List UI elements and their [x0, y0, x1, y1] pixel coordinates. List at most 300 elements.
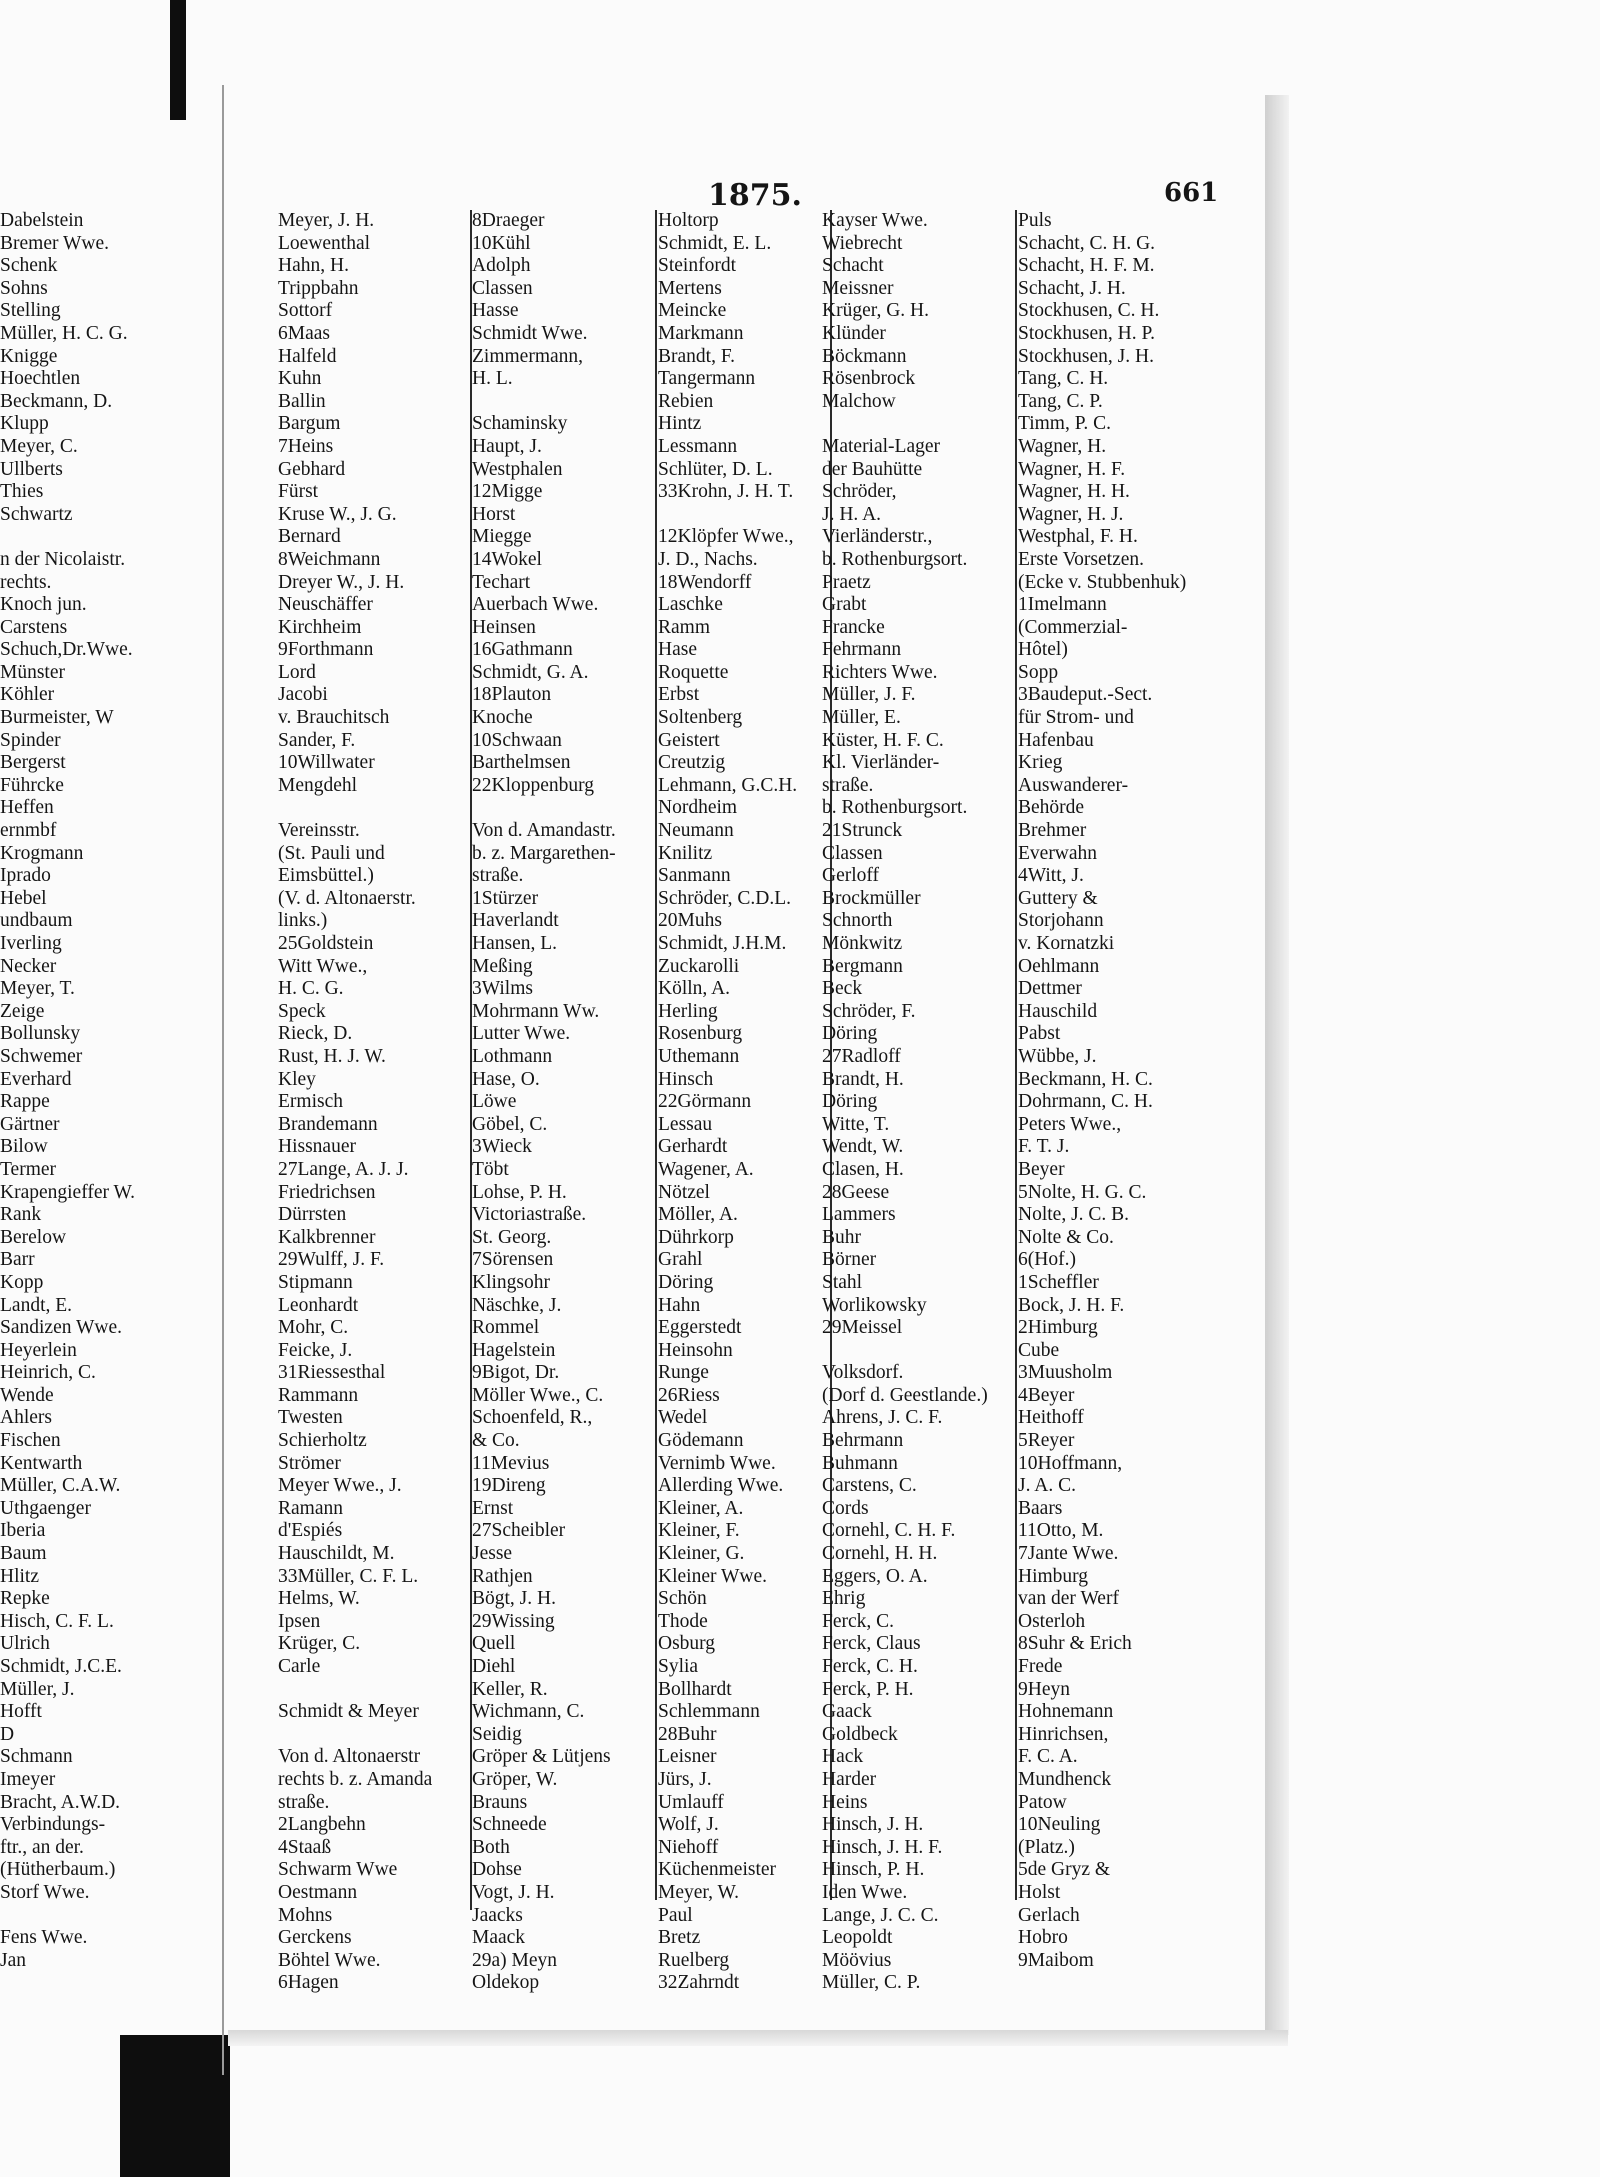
- directory-entry: Döring: [822, 1023, 878, 1045]
- directory-entry: 12Migge: [472, 481, 543, 503]
- directory-entry: 27Radloff: [822, 1045, 901, 1067]
- directory-entry: Hintz: [658, 413, 702, 435]
- directory-entry: Miegge: [472, 526, 532, 548]
- directory-entry: Cords: [822, 1497, 869, 1519]
- directory-entry: Wagener, A.: [658, 1158, 754, 1180]
- directory-entry: Carstens, C.: [822, 1475, 917, 1497]
- directory-entry: Hauschild: [1018, 1000, 1098, 1022]
- directory-entry: Osterloh: [1018, 1610, 1086, 1632]
- directory-entry: Lohse, P. H.: [472, 1181, 567, 1203]
- directory-entry: Lessau: [658, 1113, 713, 1135]
- directory-entry: Lange, J. C. C.: [822, 1904, 939, 1926]
- directory-entry: van der Werf: [1018, 1588, 1119, 1610]
- directory-entry: Ulrich: [0, 1633, 50, 1655]
- directory-entry: v. Brauchitsch: [278, 707, 390, 729]
- directory-entry: 14Wokel: [472, 548, 542, 570]
- directory-entry: Peters Wwe.,: [1018, 1113, 1122, 1135]
- directory-entry: Fehrmann: [822, 639, 902, 661]
- directory-entry: Dabelstein: [0, 210, 84, 231]
- directory-entry: Eggerstedt: [658, 1317, 742, 1339]
- directory-entry: Stockhusen, H. P.: [1018, 322, 1156, 344]
- directory-column-4: [822, 210, 1017, 1995]
- directory-entry: Bernard: [278, 526, 341, 548]
- directory-entry: Heinrich, C.: [0, 1362, 96, 1384]
- directory-entry: Brehmer: [1018, 820, 1087, 842]
- directory-entry: Meyer, J. H.: [278, 210, 375, 231]
- directory-entry: Knoche: [472, 707, 533, 729]
- directory-entry: Creutzig: [658, 752, 726, 774]
- directory-entry: Kleiner Wwe.: [658, 1565, 768, 1587]
- directory-entry: Knilitz: [658, 842, 713, 864]
- directory-entry: rechts.: [0, 571, 52, 593]
- directory-entry: Patow: [1018, 1791, 1067, 1813]
- directory-entry: Auswanderer-: [1018, 774, 1129, 796]
- directory-entry: Seidig: [472, 1723, 522, 1745]
- directory-entry: Schröder, F.: [822, 1000, 916, 1022]
- page-number: 661: [1164, 178, 1219, 208]
- directory-entry: Kleiner, F.: [658, 1520, 740, 1542]
- directory-entry: 10Schwaan: [472, 729, 562, 751]
- directory-entry: Niehoff: [658, 1836, 719, 1858]
- directory-column-left-page: [0, 210, 215, 1972]
- directory-entry: Dürrsten: [278, 1204, 347, 1226]
- directory-entry: Harder: [822, 1768, 877, 1790]
- directory-entry: Allerding Wwe.: [658, 1475, 784, 1497]
- directory-entry: Ullberts: [0, 458, 63, 480]
- directory-entry: Brandemann: [278, 1113, 378, 1135]
- directory-entry: Müller, H. C. G.: [0, 322, 128, 344]
- directory-entry: v. Kornatzki: [1018, 933, 1115, 954]
- directory-entry: Everhard: [0, 1068, 72, 1090]
- directory-entry: Goldbeck: [822, 1723, 898, 1745]
- directory-entry: 32Zahrndt: [658, 1972, 740, 1994]
- directory-entry: Geistert: [658, 729, 720, 751]
- directory-entry: Krogmann: [0, 842, 84, 864]
- directory-entry: Müller, C.A.W.: [0, 1475, 121, 1497]
- directory-entry: Nolte, J. C. B.: [1018, 1204, 1130, 1226]
- directory-entry: Rank: [0, 1204, 42, 1226]
- directory-entry: Iprado: [0, 865, 51, 887]
- directory-entry: Verbindungs-: [0, 1814, 106, 1836]
- directory-entry: Holtorp: [658, 210, 719, 231]
- directory-entry: Löwe: [472, 1091, 517, 1113]
- directory-entry: Beckmann, H. C.: [1018, 1068, 1153, 1090]
- directory-entry: 29a) Meyn: [472, 1949, 558, 1971]
- directory-entry: Bretz: [658, 1927, 701, 1949]
- directory-entry: 5de Gryz &: [1018, 1859, 1111, 1881]
- directory-entry: Neumann: [658, 820, 734, 842]
- directory-entry: straße.: [472, 865, 524, 887]
- directory-entry: Hinsch, P. H.: [822, 1859, 925, 1881]
- directory-entry: Diehl: [472, 1656, 516, 1677]
- directory-entry: Rebien: [658, 390, 714, 412]
- directory-entry: Lessmann: [658, 435, 738, 457]
- directory-entry: (Dorf d. Geestlande.): [822, 1384, 988, 1406]
- directory-entry: Clasen, H.: [822, 1158, 904, 1180]
- directory-entry: Thode: [658, 1610, 708, 1632]
- directory-entry: H. C. G.: [278, 978, 344, 1000]
- directory-entry: Schuch,Dr.Wwe.: [0, 639, 133, 661]
- directory-entry: Hebel: [0, 887, 47, 909]
- directory-entry: 6(Hof.): [1018, 1249, 1076, 1271]
- directory-entry: Storf Wwe.: [0, 1881, 90, 1903]
- directory-entry: Rappe: [0, 1091, 50, 1113]
- directory-entry: Necker: [0, 955, 57, 977]
- directory-entry: Fürst: [278, 481, 319, 503]
- directory-entry: (Platz.): [1018, 1836, 1075, 1858]
- directory-entry: Vierländerstr.,: [822, 526, 933, 548]
- directory-entry: Köhler: [0, 684, 55, 706]
- directory-entry: Müller, J.: [0, 1678, 75, 1700]
- page-year: 1875.: [708, 178, 802, 213]
- directory-entry: Heinsen: [472, 616, 536, 638]
- directory-entry: Bremer Wwe.: [0, 232, 110, 254]
- directory-entry: Steinfordt: [658, 255, 736, 277]
- directory-entry: Gerlach: [1018, 1904, 1080, 1926]
- directory-entry: Schacht, C. H. G.: [1018, 232, 1156, 254]
- directory-entry: Schmann: [0, 1746, 73, 1768]
- directory-entry: Keller, R.: [472, 1678, 548, 1700]
- directory-entry: der Bauhütte: [822, 458, 923, 480]
- directory-entry: Göbel, C.: [472, 1113, 548, 1135]
- directory-entry: b. Rothenburgsort.: [822, 797, 968, 819]
- directory-entry: Ferck, C.: [822, 1610, 895, 1632]
- directory-entry: Kölln, A.: [658, 978, 731, 1000]
- directory-entry: Worlikowsky: [822, 1294, 927, 1316]
- directory-entry: Küchenmeister: [658, 1859, 777, 1881]
- directory-entry: Wendt, W.: [822, 1136, 904, 1158]
- directory-entry: [0, 1905, 215, 1928]
- directory-entry: d'Espiés: [278, 1520, 343, 1542]
- directory-entry: [0, 526, 215, 549]
- directory-entry: Dreyer W., J. H.: [278, 571, 405, 593]
- directory-entry: Sottorf: [278, 300, 333, 322]
- directory-entry: [822, 413, 1017, 436]
- directory-entry: Mohr, C.: [278, 1317, 349, 1339]
- directory-entry: Cornehl, H. H.: [822, 1543, 938, 1565]
- directory-entry: Schacht: [822, 255, 884, 277]
- directory-entry: Münster: [0, 661, 65, 683]
- directory-entry: Horst: [472, 503, 516, 525]
- directory-entry: Töbt: [472, 1158, 509, 1180]
- page-edge-bottom: [228, 2030, 1288, 2046]
- directory-entry: Lehmann, G.C.H.: [658, 774, 798, 796]
- directory-entry: 12Klöpfer Wwe.,: [658, 526, 794, 548]
- directory-entry: 33Krohn, J. H. T.: [658, 481, 794, 503]
- directory-entry: Ermisch: [278, 1091, 343, 1113]
- directory-entry: 25Goldstein: [278, 933, 374, 954]
- directory-entry: 19Direng: [472, 1475, 546, 1497]
- directory-entry: b. Rothenburgsort.: [822, 548, 968, 570]
- directory-entry: [278, 1679, 468, 1702]
- directory-entry: Heffen: [0, 797, 54, 819]
- directory-entry: Mönkwitz: [822, 933, 903, 954]
- directory-entry: F. C. A.: [1018, 1746, 1078, 1768]
- directory-entry: Bollhardt: [658, 1678, 732, 1700]
- directory-entry: Haverlandt: [472, 910, 559, 932]
- directory-entry: Helms, W.: [278, 1588, 360, 1610]
- directory-entry: Hinsch, J. H.: [822, 1814, 924, 1836]
- directory-entry: 29Meissel: [822, 1317, 903, 1339]
- directory-entry: Witt Wwe.,: [278, 955, 368, 977]
- directory-entry: Soltenberg: [658, 707, 743, 729]
- directory-entry: 1Imelmann: [1018, 594, 1107, 616]
- directory-entry: Grahl: [658, 1249, 703, 1271]
- directory-entry: 1Scheffler: [1018, 1271, 1099, 1293]
- directory-entry: Mohrmann Ww.: [472, 1000, 600, 1022]
- directory-entry: Dührkorp: [658, 1226, 734, 1248]
- directory-entry: Dohrmann, C. H.: [1018, 1091, 1153, 1113]
- directory-entry: Bracht, A.W.D.: [0, 1791, 121, 1813]
- directory-entry: Buhr: [822, 1226, 861, 1248]
- directory-entry: straße.: [822, 774, 874, 796]
- directory-entry: Fischen: [0, 1430, 61, 1452]
- directory-entry: Krapengieffer W.: [0, 1181, 136, 1203]
- page-edge-right: [1265, 95, 1289, 2035]
- directory-entry: Jesse: [472, 1543, 513, 1565]
- directory-entry: Brandt, H.: [822, 1068, 904, 1090]
- directory-entry: Friedrichsen: [278, 1181, 376, 1203]
- directory-entry: Schoenfeld, R.,: [472, 1407, 593, 1429]
- directory-entry: Schmidt & Meyer: [278, 1701, 419, 1723]
- directory-entry: 9Bigot, Dr.: [472, 1362, 560, 1384]
- directory-entry: 3Wilms: [472, 978, 533, 1000]
- directory-entry: 18Wendorff: [658, 571, 752, 593]
- directory-entry: Jan: [0, 1949, 26, 1971]
- directory-entry: 31Riessesthal: [278, 1362, 386, 1384]
- directory-entry: Leisner: [658, 1746, 717, 1768]
- directory-entry: Möövius: [822, 1949, 892, 1971]
- directory-entry: Hôtel): [1018, 639, 1068, 661]
- directory-entry: Malchow: [822, 390, 896, 412]
- directory-entry: Stockhusen, J. H.: [1018, 345, 1154, 367]
- directory-entry: Vereinsstr.: [278, 820, 360, 842]
- directory-column-5: [1018, 210, 1203, 1972]
- directory-entry: Hasse: [472, 300, 519, 322]
- directory-entry: Holst: [1018, 1881, 1061, 1903]
- directory-entry: Gerckens: [278, 1927, 352, 1949]
- directory-entry: Frede: [1018, 1656, 1063, 1677]
- directory-entry: Meyer Wwe., J.: [278, 1475, 402, 1497]
- directory-entry: Kleiner, G.: [658, 1543, 745, 1565]
- directory-entry: Spinder: [0, 729, 61, 751]
- directory-entry: 5Reyer: [1018, 1430, 1075, 1452]
- directory-entry: Roquette: [658, 661, 729, 683]
- directory-entry: 8Suhr & Erich: [1018, 1633, 1132, 1655]
- directory-entry: Quell: [472, 1633, 516, 1655]
- directory-entry: Klupp: [0, 413, 49, 435]
- directory-entry: Neuschäffer: [278, 594, 373, 616]
- directory-entry: 28Geese: [822, 1181, 890, 1203]
- directory-entry: Schwemer: [0, 1045, 83, 1067]
- directory-entry: Bergmann: [822, 955, 903, 977]
- directory-entry: Hahn, H.: [278, 255, 349, 277]
- directory-entry: Schaminsky: [472, 413, 568, 435]
- directory-entry: Brandt, F.: [658, 345, 735, 367]
- directory-entry: F. T. J.: [1018, 1136, 1070, 1158]
- directory-entry: Hahn: [658, 1294, 701, 1316]
- directory-entry: Rosenburg: [658, 1023, 743, 1045]
- directory-entry: 20Muhs: [658, 910, 722, 932]
- directory-entry: Mertens: [658, 277, 722, 299]
- directory-entry: D: [0, 1723, 15, 1745]
- directory-entry: Erste Vorsetzen.: [1018, 548, 1144, 570]
- directory-entry: Krüger, G. H.: [822, 300, 929, 322]
- directory-entry: Schacht, J. H.: [1018, 277, 1126, 299]
- directory-entry: Kirchheim: [278, 616, 362, 638]
- directory-entry: Knoch jun.: [0, 594, 87, 616]
- directory-entry: Mengdehl: [278, 774, 358, 796]
- directory-entry: Classen: [472, 277, 533, 299]
- directory-entry: 27Scheibler: [472, 1520, 566, 1542]
- directory-entry: Puls: [1018, 210, 1052, 231]
- directory-entry: 3Baudeput.-Sect.: [1018, 684, 1153, 706]
- directory-entry: & Co.: [472, 1430, 520, 1452]
- directory-entry: Hase: [658, 639, 697, 661]
- directory-entry: Lutter Wwe.: [472, 1023, 571, 1045]
- directory-entry: Kopp: [0, 1271, 44, 1293]
- directory-entry: undbaum: [0, 910, 73, 932]
- directory-entry: Buhmann: [822, 1452, 898, 1474]
- directory-entry: St. Georg.: [472, 1226, 552, 1248]
- directory-entry: Zeige: [0, 1000, 45, 1022]
- directory-entry: (St. Pauli und: [278, 842, 385, 864]
- directory-entry: Strömer: [278, 1452, 341, 1474]
- directory-entry: Schwartz: [0, 503, 73, 525]
- directory-entry: 27Lange, A. J. J.: [278, 1158, 409, 1180]
- directory-column-3: [658, 210, 826, 1995]
- directory-entry: b. z. Margarethen-: [472, 842, 616, 864]
- directory-entry: Klingsohr: [472, 1271, 550, 1293]
- directory-entry: Praetz: [822, 571, 871, 593]
- directory-entry: 10Neuling: [1018, 1814, 1101, 1836]
- directory-entry: Fens Wwe.: [0, 1927, 88, 1949]
- directory-entry: Oestmann: [278, 1881, 358, 1903]
- directory-entry: Kalkbrenner: [278, 1226, 376, 1248]
- directory-entry: Landt, E.: [0, 1294, 73, 1316]
- directory-entry: Beck: [822, 978, 863, 1000]
- directory-entry: Schmidt, J.H.M.: [658, 933, 787, 954]
- directory-entry: Wiebrecht: [822, 232, 903, 254]
- directory-entry: Storjohann: [1018, 910, 1104, 932]
- directory-entry: [822, 1340, 1017, 1363]
- directory-entry: Zuckarolli: [658, 955, 740, 977]
- directory-entry: Runge: [658, 1362, 709, 1384]
- directory-entry: Twesten: [278, 1407, 343, 1429]
- directory-entry: Stipmann: [278, 1271, 353, 1293]
- directory-entry: Ruelberg: [658, 1949, 730, 1971]
- directory-entry: Schlüter, D. L.: [658, 458, 773, 480]
- directory-entry: Hagelstein: [472, 1339, 556, 1361]
- directory-entry: Heins: [822, 1791, 868, 1813]
- directory-entry: Lammers: [822, 1204, 896, 1226]
- directory-entry: Gaack: [822, 1701, 872, 1723]
- directory-entry: Loewenthal: [278, 232, 371, 254]
- directory-entry: Näschke, J.: [472, 1294, 562, 1316]
- directory-entry: 9Maibom: [1018, 1949, 1094, 1971]
- directory-entry: Pabst: [1018, 1023, 1061, 1045]
- directory-entry: Hinrichsen,: [1018, 1723, 1109, 1745]
- directory-entry: Kleiner, A.: [658, 1497, 744, 1519]
- directory-entry: 6Hagen: [278, 1972, 339, 1994]
- directory-entry: Trippbahn: [278, 277, 359, 299]
- directory-entry: Von d. Amandastr.: [472, 820, 616, 842]
- directory-entry: 28Buhr: [658, 1723, 717, 1745]
- directory-entry: 21Strunck: [822, 820, 903, 842]
- directory-entry: Richters Wwe.: [822, 661, 938, 683]
- directory-entry: J. A. C.: [1018, 1475, 1076, 1497]
- directory-entry: Erbst: [658, 684, 700, 706]
- directory-entry: 9Heyn: [1018, 1678, 1070, 1700]
- directory-entry: Sylia: [658, 1656, 699, 1677]
- directory-entry: Beckmann, D.: [0, 390, 113, 412]
- directory-entry: Markmann: [658, 322, 744, 344]
- directory-entry: Baars: [1018, 1497, 1063, 1519]
- directory-entry: Wende: [0, 1384, 54, 1406]
- directory-entry: Iberia: [0, 1520, 46, 1542]
- directory-entry: Schmidt, G. A.: [472, 661, 589, 683]
- directory-entry: Everwahn: [1018, 842, 1098, 864]
- directory-entry: Schmidt Wwe.: [472, 322, 588, 344]
- directory-entry: Ramann: [278, 1497, 343, 1519]
- directory-entry: Victoriastraße.: [472, 1204, 587, 1226]
- directory-entry: Möller Wwe., C.: [472, 1384, 604, 1406]
- directory-entry: Müller, J. F.: [822, 684, 916, 706]
- directory-entry: Iverling: [0, 933, 62, 954]
- directory-entry: Müller, C. P.: [822, 1972, 921, 1994]
- directory-entry: Sopp: [1018, 661, 1059, 683]
- directory-entry: 16Gathmann: [472, 639, 573, 661]
- directory-entry: links.): [278, 910, 328, 932]
- directory-entry: Adolph: [472, 255, 531, 277]
- directory-entry: Gerhardt: [658, 1136, 728, 1158]
- directory-entry: Meincke: [658, 300, 727, 322]
- directory-entry: Tangermann: [658, 368, 756, 390]
- directory-entry: Brockmüller: [822, 887, 921, 909]
- directory-entry: Guttery &: [1018, 887, 1098, 909]
- directory-entry: Mohns: [278, 1904, 333, 1926]
- directory-entry: Brauns: [472, 1791, 528, 1813]
- directory-entry: Wagner, H. F.: [1018, 458, 1126, 480]
- directory-entry: Sohns: [0, 277, 48, 299]
- directory-entry: Nolte & Co.: [1018, 1226, 1114, 1248]
- directory-entry: 1Stürzer: [472, 887, 539, 909]
- directory-entry: [278, 797, 468, 820]
- directory-entry: Müller, E.: [822, 707, 901, 729]
- directory-entry: 7Jante Wwe.: [1018, 1543, 1119, 1565]
- directory-entry: Dohse: [472, 1859, 522, 1881]
- directory-entry: Imeyer: [0, 1768, 56, 1790]
- directory-entry: Döring: [822, 1091, 878, 1113]
- directory-entry: Heithoff: [1018, 1407, 1084, 1429]
- directory-entry: Schneede: [472, 1814, 547, 1836]
- directory-entry: Sander, F.: [278, 729, 356, 751]
- directory-entry: Carle: [278, 1656, 321, 1677]
- directory-entry: Wedel: [658, 1407, 708, 1429]
- directory-entry: Böckmann: [822, 345, 907, 367]
- directory-entry: Kl. Vierländer-: [822, 752, 940, 774]
- directory-entry: Leopoldt: [822, 1927, 893, 1949]
- directory-entry: [472, 391, 642, 414]
- directory-entry: 29Wissing: [472, 1610, 555, 1632]
- directory-entry: 5Nolte, H. G. C.: [1018, 1181, 1147, 1203]
- directory-entry: H. L.: [472, 368, 513, 390]
- directory-entry: Gebhard: [278, 458, 346, 480]
- directory-entry: Schmidt, E. L.: [658, 232, 772, 254]
- directory-entry: Jaacks: [472, 1904, 523, 1926]
- directory-entry: Dettmer: [1018, 978, 1082, 1000]
- directory-entry: Sanmann: [658, 865, 731, 887]
